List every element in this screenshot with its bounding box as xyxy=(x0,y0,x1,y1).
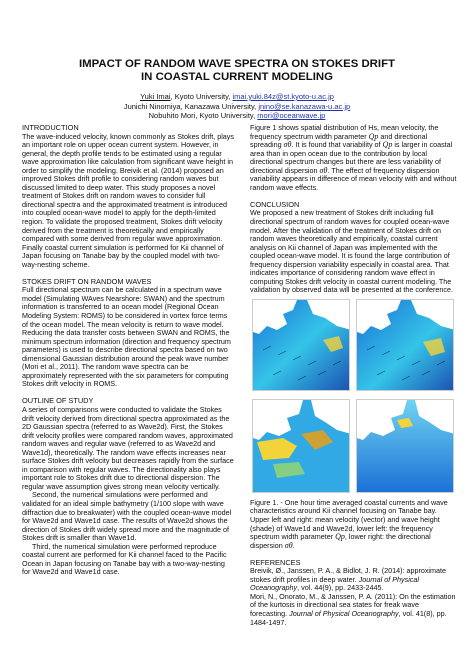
author-block xyxy=(0,92,474,121)
paper-title xyxy=(0,58,474,84)
section-heading-conclusion: CONCLUSION xyxy=(250,199,300,209)
symbol-qp: Qp xyxy=(368,131,379,141)
outline-paragraph-2: Second, the numerical simulations were performed and validated for an ideal simple bathymetry (1/100 slope with wave diffraction due to breakwater) with the coupled ocean-wave model for Wave2d and Wave1d case. The results of Wave2d shows the direction of Stokes drift widely spread more and the magnitude of Stokes drift is smaller than Wave1d. xyxy=(22,490,232,543)
figure-panel-qp xyxy=(252,399,350,493)
author-line-3 xyxy=(0,111,474,121)
author-line-2 xyxy=(0,102,474,112)
section-heading-introduction: INTRODUCTION xyxy=(22,123,79,132)
title-line-1: IMPACT OF RANDOM WAVE SPECTRA ON STOKES DRIFT xyxy=(79,58,395,70)
author-affiliation: , Kanazawa University, xyxy=(180,101,259,111)
section-heading-stokes-drift: STOKES DRIFT ON RANDOM WAVES xyxy=(22,276,152,286)
section-heading-references: REFERENCES xyxy=(250,557,301,567)
author-email-link[interactable]: jnino@se.kanazawa-u.ac.jp xyxy=(258,101,351,111)
figure-discussion-text: Figure 1 shows spatial distribution of Hs, mean velocity, the frequency spectrum width parameter Qp and directional spreading σθ. It is found that variability of Qp is larger in coastal area than in open ocean due to the contribution by local directional spectrum changes but there are less variability of directional dispersion σθ. The effect of frequency dispersion variability appears in difference of mean velocity with and without random wave effects. xyxy=(250,123,457,192)
symbol-sigma-theta: σθ xyxy=(284,540,293,550)
reference-breivik: Breivik, Ø., Janssen, P. A., & Bidlot, J. R. (2014): approximate stokes drift profiles in deep water. Journal of Physical Oceanography, vol. 44(9), pp. 2433-2445. xyxy=(250,566,447,593)
reference-mori: Mori, N., Onorato, M., & Janssen, P. A. (2011): On the estimation of the kurtosis in directional sea states for freak wave forecasting. Journal of Physical Oceanography, vol. 41(8), pp. 1484-1497. xyxy=(250,591,456,627)
left-column xyxy=(22,124,235,577)
author-name: Nobuhito Mori xyxy=(148,111,196,121)
author-email-link[interactable]: mori@oceanwave.jp xyxy=(257,111,326,121)
author-affiliation: , Kyoto University, xyxy=(195,111,258,121)
figure-panel-wave2d-velocity xyxy=(356,299,454,391)
right-column xyxy=(250,124,458,627)
title-line-2: IN COASTAL CURRENT MODELING xyxy=(141,71,333,83)
author-name: Yuki Imai xyxy=(140,92,171,101)
symbol-qp: Qp xyxy=(382,140,393,150)
figure-1-caption: Figure 1. - One hour time averaged coastal currents and wave characteristics around Kii channel focusing on Tanabe bay. Upper left and right: mean velocity (vector) and wave height (shade) of Wave1d and Wave2d, lower left: the frequency spectrum width parameter Qp, lower right: the directional dispersion σθ. xyxy=(250,497,448,550)
symbol-sigma-theta: σθ xyxy=(319,165,328,175)
stokes-drift-text: Full directional spectrum can be calculated in a spectrum wave model (Simulating WAves Nearshore: SWAN) and the spectrum information is transferred to an ocean model (Regional Ocean Modeling System: ROMS) to be considered in vortex force terms of the ocean model. The mean velocity is return to wave model. Reducing the data transfer costs between SWAN and ROMS, the minimum spectrum information (direction and frequency spectrum parameters) is used to describe directional spectra based on two dimensional Gaussian distribution around the peak wave number (Mori et al., 2011). The random wave spectra can be approximately represented with the six parameters for computing Stokes drift velocity in ROMS. xyxy=(22,285,231,389)
author-name: Junichi Ninomiya xyxy=(123,101,181,111)
author-line-1 xyxy=(0,92,474,102)
symbol-sigma-theta: σθ xyxy=(283,140,292,150)
symbol-qp: Qp xyxy=(335,532,345,542)
section-heading-outline: OUTLINE OF STUDY xyxy=(22,396,94,406)
figure-1 xyxy=(250,299,458,495)
outline-paragraph-3: Third, the numerical simulation were performed reproduce coastal current are performed for Kii channel faced to the Pacific Ocean in Japan focusing on Tanabe bay with a two-way-nesting for Wave2d and Wave1d case. xyxy=(22,541,227,577)
introduction-text: The wave-induced velocity, known commonly as Stokes drift, plays an important role on upper ocean current system. However, in general, the depth profile tends to be estimated using a regular wave approximation like calculation from significant wave height in order to simplify the modeling. Breivik et al. (2014) proposed an improved Stokes drift profile to considering random waves but discussed limited to deep water. This study proposes a novel treatment of Stokes drift on random waves to consider full directional spectra and the approximated treatment is introduced into coupled ocean-wave model to apply for the depth-limited region. To validate the proposed treatment, Stokes drift velocity derived from the treatment is theoretically and empirically compared with some derived from regular wave approximation. Finally coastal current simulation is performed for Kii channel of Japan focusing on Tanabe bay by the coupled model with two-way-nesting scheme. xyxy=(22,131,234,269)
conclusion-text: We proposed a new treatment of Stokes drift including full directional spectrum of random waves for coupled ocean-wave model. After the validation of the treatment of Stokes drift on random waves theoretically and empirically, coastal current analysis on Kii channel of Japan was implemented with the coupled ocean-wave model. It is found the large contribution of frequency dispersion variability especially in coastal area. That indicates importance of considering random wave effect in computing Stokes drift velocity in coastal current modeling. The validation by observed data will be presented at the conference. xyxy=(250,208,453,295)
author-email-link[interactable]: imai.yuki.84z@st.kyoto-u.ac.jp xyxy=(232,92,334,101)
author-affiliation: , Kyoto University, xyxy=(170,92,233,101)
figure-panel-sigma-theta xyxy=(356,399,454,493)
outline-paragraph-1: A series of comparisons were conducted to validate the Stokes drift velocity derived from directional spectra approximated as the 2D Gaussian spectra (referred to as Wave2d). First, the Stokes drift velocity profiles were compared random waves, approximated random waves and regular wave (referred to as Wave2d and Wave1d), theoretically. The random wave effects increases near surface Stokes drift velocity but decreases rapidly from the surface in comparison with regular waves. The directionality also plays important role to Stokes drift due to directional dispersion. The regular wave assumption gives strong mean velocity vertically. xyxy=(22,404,234,491)
figure-panel-wave1d-velocity xyxy=(252,299,350,391)
